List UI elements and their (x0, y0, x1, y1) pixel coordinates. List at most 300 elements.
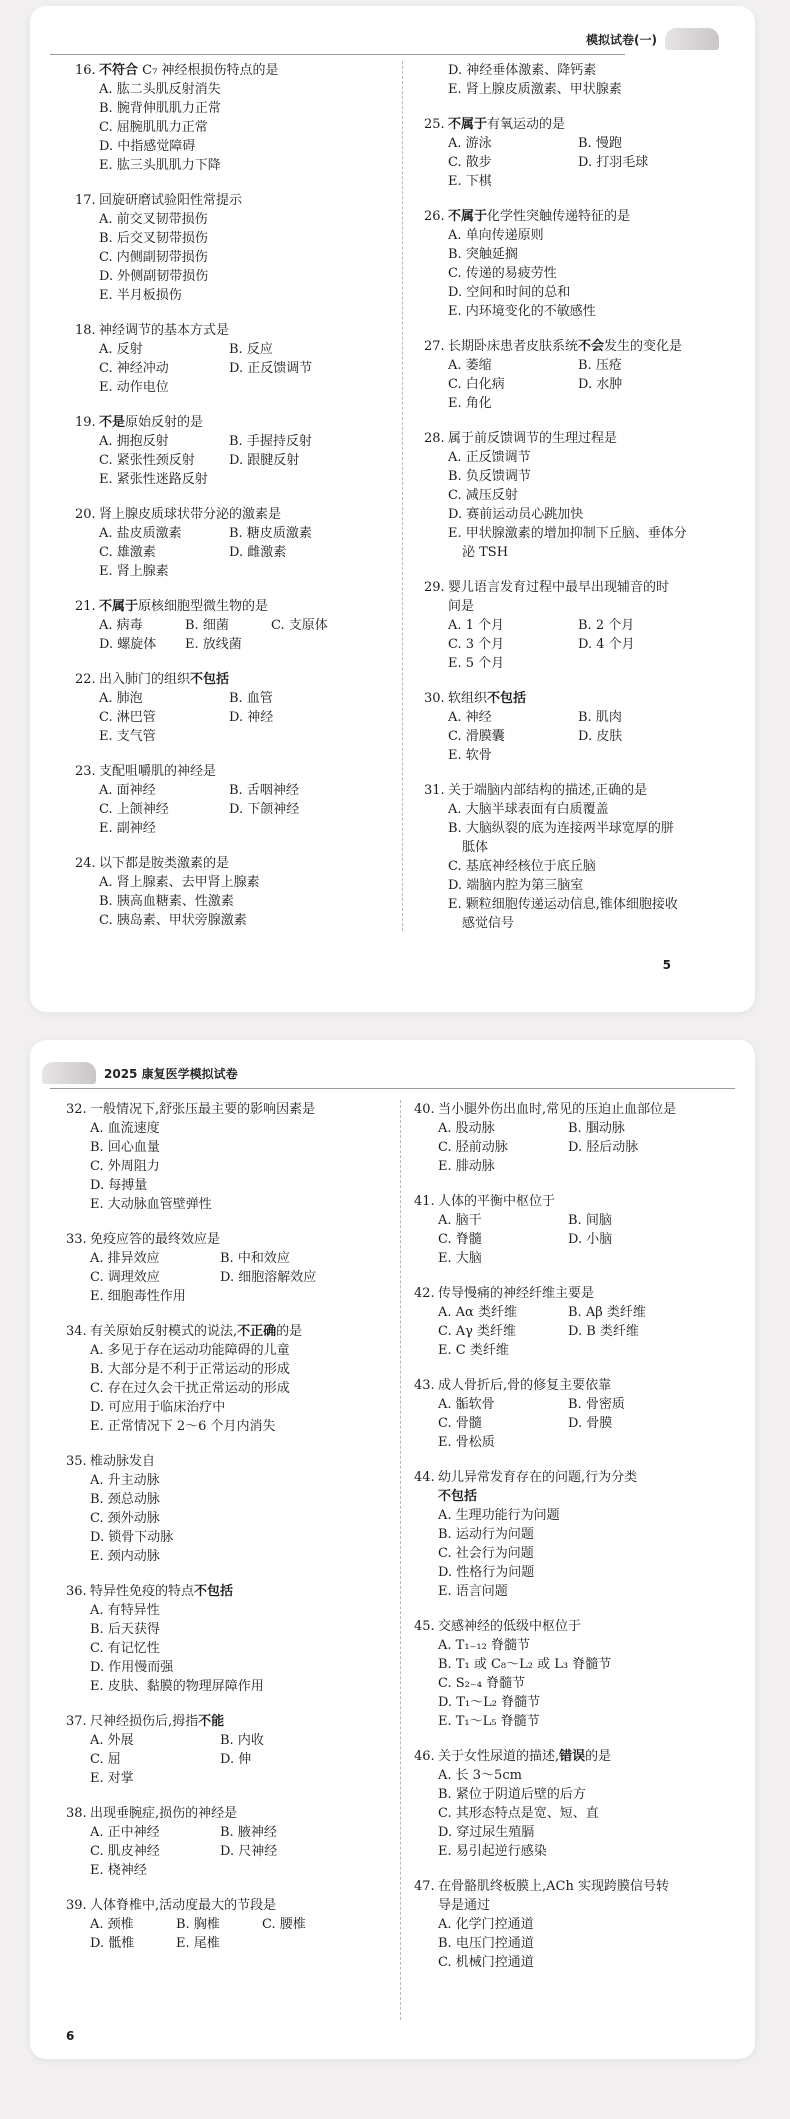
option: B. 肌肉 (578, 710, 622, 725)
option: A. 多见于存在运动功能障碍的儿童 (90, 1343, 290, 1358)
stem-text: 的是 (276, 1324, 303, 1339)
question-stem (424, 781, 714, 800)
option: C. 其形态特点是宽、短、直 (438, 1806, 599, 1821)
option: A. 正反馈调节 (448, 450, 531, 465)
question (66, 1452, 386, 1566)
option: A. 长 3～5cm (438, 1768, 522, 1783)
question (75, 191, 375, 305)
question-number: 22. (75, 672, 96, 687)
question-stem (414, 1468, 714, 1487)
options (66, 1249, 386, 1306)
header-rule (50, 1088, 735, 1089)
option: B. 慢跑 (578, 136, 622, 151)
question (424, 781, 714, 933)
option-row (90, 1842, 386, 1861)
question-number: 29. (424, 580, 445, 595)
option-row (99, 616, 375, 635)
options (414, 1119, 714, 1176)
option: D. 性格行为问题 (438, 1565, 535, 1580)
option: D. 胫后动脉 (568, 1140, 639, 1155)
question-stem (414, 1617, 714, 1636)
question-stem (424, 207, 714, 226)
option-row (99, 635, 375, 654)
question (75, 61, 375, 175)
options (66, 1731, 386, 1788)
stem-emphasis: 不正确 (237, 1324, 277, 1339)
question-text (438, 1877, 714, 1896)
question (75, 854, 375, 930)
question-text (90, 1230, 386, 1249)
option: B. Aβ 类纤维 (568, 1305, 646, 1320)
option-row (438, 1322, 714, 1341)
option: D. 可应用于临床治疗中 (90, 1400, 226, 1415)
options (75, 781, 375, 838)
stem-text: 属于前反馈调节的生理过程是 (448, 431, 618, 446)
right-column (424, 61, 714, 949)
options (75, 80, 375, 175)
stem-emphasis: 不属于 (99, 599, 139, 614)
question-number: 30. (424, 691, 445, 706)
options (66, 1601, 386, 1696)
option: C. 神经冲动 (99, 361, 169, 376)
question-text (448, 781, 714, 800)
option: B. 负反馈调节 (448, 469, 531, 484)
option: E. 动作电位 (99, 380, 169, 395)
question (414, 1877, 714, 1972)
option: E. 大动脉血管壁弹性 (90, 1197, 212, 1212)
option: A. 大脑半球表面有白质覆盖 (448, 802, 609, 817)
option: E. 对掌 (90, 1771, 134, 1786)
option-row (438, 1119, 714, 1138)
question-stem (66, 1100, 386, 1119)
question-text (448, 207, 714, 226)
option: A. 外展 (90, 1733, 134, 1748)
question-number: 42. (414, 1286, 435, 1301)
option: A. 肺泡 (99, 691, 143, 706)
option: A. 股动脉 (438, 1121, 495, 1136)
option-row (99, 524, 375, 543)
stem-text: 幼儿异常发育存在的问题,行为分类 (438, 1470, 638, 1485)
option-row (99, 340, 375, 359)
question-text (99, 597, 375, 616)
question-text (90, 1712, 386, 1731)
stem-text: 交感神经的低级中枢位于 (438, 1619, 582, 1634)
option: A. 升主动脉 (90, 1473, 160, 1488)
stem-text: 化学性突触传递特征的是 (487, 209, 631, 224)
question (414, 1100, 714, 1176)
question (75, 670, 375, 746)
question-text (438, 1468, 714, 1487)
option: C. 紧张性颈反射 (99, 453, 195, 468)
right-column (414, 1100, 714, 1988)
option: D. T₁～L₂ 脊髓节 (438, 1695, 541, 1710)
option: C. 传递的易疲劳性 (448, 266, 557, 281)
option: C. 胫前动脉 (438, 1140, 508, 1155)
stem-emphasis: 不是 (99, 415, 126, 430)
question-stem (424, 337, 714, 356)
option: B. 后天获得 (90, 1622, 160, 1637)
question-stem (75, 597, 375, 616)
option: D. 跟腱反射 (229, 453, 300, 468)
option: C. 3 个月 (448, 637, 505, 652)
stem-text: 出入肺门的组织 (99, 672, 191, 687)
question-stem (66, 1712, 386, 1731)
option-row (448, 375, 714, 394)
option: E. 颈内动脉 (90, 1549, 160, 1564)
option: E. 副神经 (99, 821, 156, 836)
option: C. 胰岛素、甲状旁腺激素 (99, 913, 247, 928)
left-column (66, 1100, 386, 1969)
question-stem (414, 1192, 714, 1211)
stem-text: 传导慢痛的神经纤维主要是 (438, 1286, 595, 1301)
question-text (99, 191, 375, 210)
option: C. 支原体 (271, 618, 328, 633)
option: D. 螺旋体 (99, 637, 157, 652)
option: E. 正常情况下 2～6 个月内消失 (90, 1419, 276, 1434)
question-stem (424, 115, 714, 134)
question-stem (75, 61, 375, 80)
stem-text: 出现垂腕症,损伤的神经是 (90, 1806, 238, 1821)
option: E. 放线菌 (185, 637, 242, 652)
option: D. 每搏量 (90, 1178, 148, 1193)
question-number: 37. (66, 1714, 87, 1729)
option: B. 后交叉韧带损伤 (99, 231, 208, 246)
option-row (99, 708, 375, 727)
option: C. S₂₋₄ 脊髓节 (438, 1676, 526, 1691)
question-text (99, 762, 375, 781)
question (424, 337, 714, 413)
question-number: 20. (75, 507, 96, 522)
question-text (99, 61, 375, 80)
option: A. 反射 (99, 342, 143, 357)
option: D. 作用慢而强 (90, 1660, 174, 1675)
option: C. 社会行为问题 (438, 1546, 534, 1561)
question (66, 1322, 386, 1436)
stem-emphasis: 不包括 (438, 1489, 478, 1504)
stem-text: 原核细胞型微生物的是 (138, 599, 269, 614)
option: C. 内侧副韧带损伤 (99, 250, 208, 265)
stem-text: 人体的平衡中枢位于 (438, 1194, 556, 1209)
option: D. 打羽毛球 (578, 155, 649, 170)
option: E. 语言问题 (438, 1584, 508, 1599)
option: C. 白化病 (448, 377, 505, 392)
option: C. 肌皮神经 (90, 1844, 160, 1859)
question (66, 1100, 386, 1214)
stem-emphasis: 不包括 (194, 1584, 234, 1599)
option: A. 萎缩 (448, 358, 492, 373)
question-text (99, 854, 375, 873)
question-number: 31. (424, 783, 445, 798)
question-text (90, 1452, 386, 1471)
question-number: 39. (66, 1898, 87, 1913)
option: D. 端脑内腔为第三脑室 (448, 878, 584, 893)
option: A. 颈椎 (90, 1917, 134, 1932)
page-header (586, 28, 719, 50)
option: E. 肱三头肌肌力下降 (99, 158, 221, 173)
option-row (99, 432, 375, 451)
question-stem (75, 413, 375, 432)
option: E. 下棋 (448, 174, 492, 189)
option: C. 基底神经核位于底丘脑 (448, 859, 596, 874)
exam-page-5 (30, 6, 755, 1012)
option: A. 神经 (448, 710, 492, 725)
option: D. 骶椎 (90, 1936, 135, 1951)
stem-text: 肾上腺皮质球状带分泌的激素是 (99, 507, 282, 522)
question (414, 1468, 714, 1601)
options (66, 1471, 386, 1566)
option-row (448, 727, 714, 746)
question-stem (424, 689, 714, 708)
option-row (90, 1731, 386, 1750)
options (414, 1915, 714, 1972)
options (414, 1766, 714, 1861)
option: B. 糖皮质激素 (229, 526, 312, 541)
option: B. 2 个月 (578, 618, 635, 633)
option: A. 肾上腺素、去甲肾上腺素 (99, 875, 260, 890)
question-text (99, 321, 375, 340)
question (424, 689, 714, 765)
left-column (75, 61, 375, 946)
option: B. 颈总动脉 (90, 1492, 160, 1507)
question-stem (66, 1804, 386, 1823)
stem-text: 特异性免疫的特点 (90, 1584, 195, 1599)
option: D. 外侧副韧带损伤 (99, 269, 209, 284)
question-text (90, 1804, 386, 1823)
option-row (90, 1249, 386, 1268)
question (424, 429, 714, 562)
option: C. 调理效应 (90, 1270, 160, 1285)
option: E. 内环境变化的不敏感性 (448, 304, 596, 319)
question-text (438, 1376, 714, 1395)
question-number: 33. (66, 1232, 87, 1247)
stem-text: 回旋研磨试验阳性常提示 (99, 193, 243, 208)
option: C. 外周阻力 (90, 1159, 160, 1174)
question-text (448, 689, 714, 708)
option: B. 手握持反射 (229, 434, 312, 449)
question-number: 21. (75, 599, 96, 614)
option: E. 皮肤、黏膜的物理屏障作用 (90, 1679, 264, 1694)
option: B. 压疮 (578, 358, 622, 373)
lotus-logo-icon (665, 28, 719, 50)
question-text (90, 1896, 386, 1915)
option: E. 半月板损伤 (99, 288, 182, 303)
question-stem (75, 670, 375, 689)
option: E. 角化 (448, 396, 492, 411)
page-number: 5 (662, 958, 671, 972)
option: A. 肱二头肌反射消失 (99, 82, 221, 97)
option-row (438, 1303, 714, 1322)
header-title: 2025 康复医学模拟试卷 (104, 1066, 238, 1081)
question (424, 115, 714, 191)
question-stem (414, 1100, 714, 1119)
option-row (448, 356, 714, 375)
question-number: 47. (414, 1879, 435, 1894)
option: A. 血流速度 (90, 1121, 160, 1136)
option-row (99, 451, 375, 470)
option: E. 骨松质 (438, 1435, 495, 1450)
question-text (438, 1617, 714, 1636)
options (75, 873, 375, 930)
option: D. 雌激素 (229, 545, 287, 560)
options (75, 210, 375, 305)
question-number: 34. (66, 1324, 87, 1339)
question-number: 17. (75, 193, 96, 208)
question (424, 61, 714, 99)
question-text (99, 505, 375, 524)
option: E. 甲状腺激素的增加抑制下丘脑、垂体分 (448, 526, 687, 541)
options (414, 1303, 714, 1360)
option: B. 胰高血糖素、性激素 (99, 894, 234, 909)
stem-text: 成人骨折后,骨的修复主要依靠 (438, 1378, 612, 1393)
option: D. 伸 (220, 1752, 252, 1767)
question-number: 18. (75, 323, 96, 338)
option: E. 肾上腺皮质激素、甲状腺素 (448, 82, 622, 97)
question (66, 1896, 386, 1953)
column-divider (400, 1100, 401, 2020)
question-text (99, 413, 375, 432)
option: C. 雄激素 (99, 545, 156, 560)
option: A. 生理功能行为问题 (438, 1508, 560, 1523)
stem-text: C₇ 神经根损伤特点的是 (138, 63, 279, 78)
question-text (438, 1192, 714, 1211)
options (414, 1211, 714, 1268)
stem-text: 支配咀嚼肌的神经是 (99, 764, 217, 779)
option: B. 腋神经 (220, 1825, 277, 1840)
option: A. 脑干 (438, 1213, 482, 1228)
question-stem (414, 1284, 714, 1303)
question (75, 321, 375, 397)
question-stem (424, 578, 714, 597)
option: C. 减压反射 (448, 488, 518, 503)
question-text (99, 670, 375, 689)
question-number: 44. (414, 1470, 435, 1485)
option: C. 有记忆性 (90, 1641, 160, 1656)
options (424, 61, 714, 99)
option: D. 锁骨下动脉 (90, 1530, 174, 1545)
question-number: 19. (75, 415, 96, 430)
option: D. 皮肤 (578, 729, 623, 744)
option: C. 腰椎 (262, 1917, 306, 1932)
option: D. 空间和时间的总和 (448, 285, 571, 300)
option: D. 4 个月 (578, 637, 635, 652)
option: C. 屈 (90, 1752, 121, 1767)
option-row (99, 543, 375, 562)
question-stem (75, 191, 375, 210)
option: B. 内收 (220, 1733, 264, 1748)
question-number: 23. (75, 764, 96, 779)
stem-emphasis: 错误 (559, 1749, 586, 1764)
question-text (438, 1100, 714, 1119)
option: E. 紧张性迷路反射 (99, 472, 208, 487)
stem-emphasis: 不属于 (448, 209, 488, 224)
question-stem (66, 1322, 386, 1341)
stem-text: 关于端脑内部结构的描述,正确的是 (448, 783, 648, 798)
stem-emphasis: 不会 (578, 339, 605, 354)
option: A. 面神经 (99, 783, 156, 798)
options (424, 616, 714, 673)
option: D. 细胞溶解效应 (220, 1270, 317, 1285)
option-row (90, 1934, 386, 1953)
question-text (448, 337, 714, 356)
option: B. 运动行为问题 (438, 1527, 534, 1542)
option: A. 正中神经 (90, 1825, 160, 1840)
stem-text: 发生的变化是 (604, 339, 683, 354)
option: E. 颗粒细胞传递运动信息,锥体细胞接收 (448, 897, 678, 912)
question (424, 578, 714, 673)
question-text (90, 1322, 386, 1341)
options (424, 134, 714, 191)
stem-emphasis: 不属于 (448, 117, 488, 132)
option: B. 腘动脉 (568, 1121, 625, 1136)
question-stem (414, 1877, 714, 1896)
option: D. 正反馈调节 (229, 361, 313, 376)
option: C. 淋巴管 (99, 710, 156, 725)
question-text (90, 1100, 386, 1119)
stem-text: 婴儿语言发育过程中最早出现辅音的时 (448, 580, 670, 595)
stem-emphasis: 不符合 (99, 63, 139, 78)
option: B. 腕背伸肌肌力正常 (99, 101, 221, 116)
option: A. 病毒 (99, 618, 143, 633)
question-text (448, 115, 714, 134)
column-divider (402, 61, 403, 931)
option: B. 大脑纵裂的底为连接两半球宽厚的胼 (448, 821, 674, 836)
option: C. Aγ 类纤维 (438, 1324, 517, 1339)
option: B. 回心血量 (90, 1140, 160, 1155)
option: A. 化学门控通道 (438, 1917, 534, 1932)
lotus-logo-icon (42, 1062, 96, 1084)
options (66, 1119, 386, 1214)
options (414, 1506, 714, 1601)
options (66, 1823, 386, 1880)
question-text (438, 1747, 714, 1766)
exam-page-6 (30, 1040, 755, 2059)
option: A. 游泳 (448, 136, 492, 151)
option: D. 小脑 (568, 1232, 613, 1247)
options (424, 708, 714, 765)
option: D. 骨膜 (568, 1416, 613, 1431)
option-continuation: 感觉信号 (462, 916, 515, 931)
option-row (99, 359, 375, 378)
question (414, 1376, 714, 1452)
question-number: 35. (66, 1454, 87, 1469)
option-row (438, 1230, 714, 1249)
option: D. 神经 (229, 710, 274, 725)
stem-text: 有关原始反射模式的说法, (90, 1324, 238, 1339)
option: A. 1 个月 (448, 618, 505, 633)
option: B. 大部分是不利于正常运动的形成 (90, 1362, 290, 1377)
question-stem (75, 321, 375, 340)
option: C. 屈腕肌肌力正常 (99, 120, 208, 135)
option: C. 存在过久会干扰正常运动的形成 (90, 1381, 290, 1396)
options (75, 524, 375, 581)
question-number: 40. (414, 1102, 435, 1117)
option: B. 间脑 (568, 1213, 612, 1228)
stem-emphasis: 不包括 (190, 672, 230, 687)
option-row (448, 134, 714, 153)
question (414, 1617, 714, 1731)
option: E. T₁～L₅ 脊髓节 (438, 1714, 540, 1729)
stem-text: 椎动脉发自 (90, 1454, 156, 1469)
stem-text: 长期卧床患者皮肤系统 (448, 339, 579, 354)
question-number: 41. (414, 1194, 435, 1209)
stem-text: 关于女性尿道的描述, (438, 1749, 560, 1764)
option: B. T₁ 或 C₈～L₂ 或 L₃ 脊髓节 (438, 1657, 612, 1672)
options (414, 1636, 714, 1731)
question (66, 1804, 386, 1880)
option: C. 脊髓 (438, 1232, 482, 1247)
option: D. 尺神经 (220, 1844, 278, 1859)
stem-text: 当小腿外伤出血时,常见的压迫止血部位是 (438, 1102, 677, 1117)
